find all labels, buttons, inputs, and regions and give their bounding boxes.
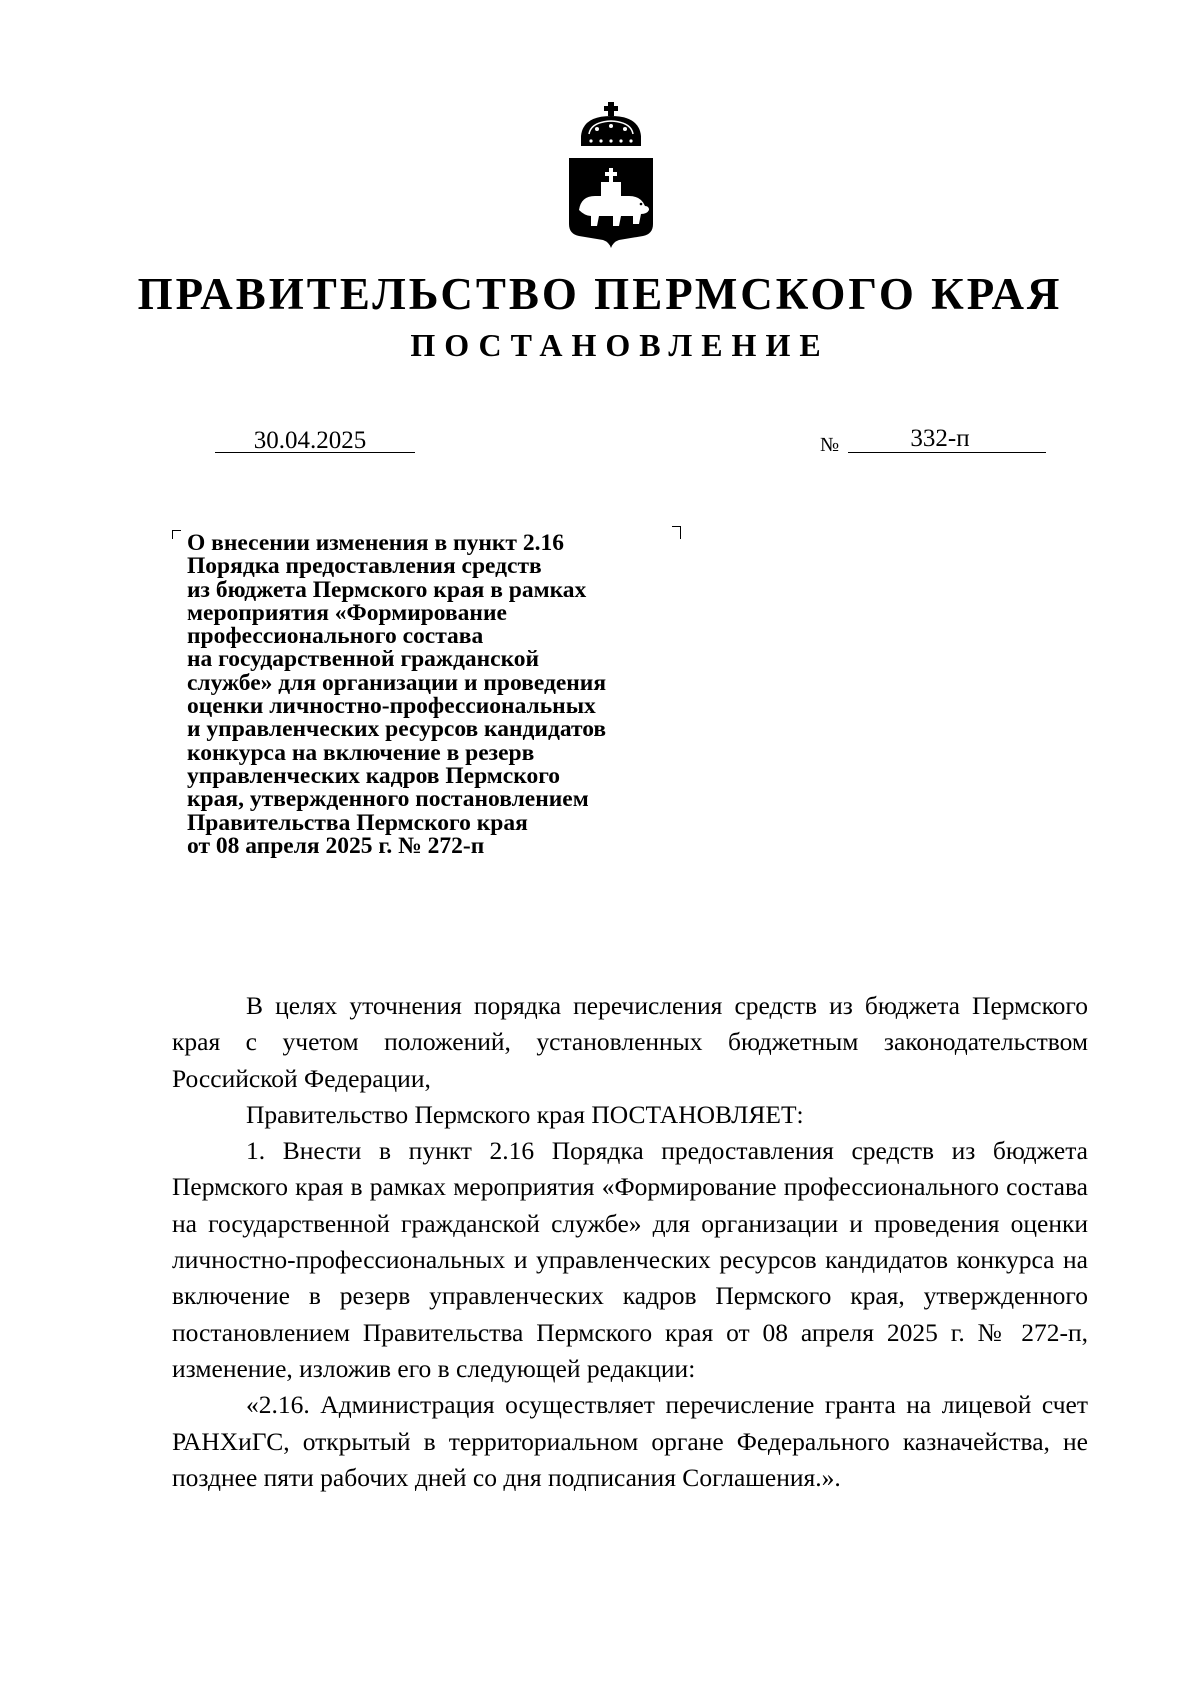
subject-line: О внесении изменения в пункт 2.16	[187, 530, 564, 556]
subject-line: края, утвержденного постановлением	[187, 786, 589, 813]
subject-heading	[187, 532, 707, 858]
subject-line: от 08 апреля 2025 г. № 272-п	[187, 832, 485, 859]
number-underline	[848, 452, 1046, 453]
government-title: ПРАВИТЕЛЬСТВО ПЕРМСКОГО КРАЯ	[137, 269, 1063, 319]
subject-line: управленческих кадров Пермского	[187, 762, 561, 789]
subject-line: и управленческих ресурсов кандидатов	[187, 716, 607, 743]
document-body	[172, 988, 1088, 1496]
body-paragraph-item-1: 1. Внести в пункт 2.16 Порядка предоставления средств из бюджета Пермского края в рамках мероприятия «Формирование профессионального состава на государственной гражданской службе» для организации и проведения оценки личностно-профессиональных и управленческих ресурсов кандидатов конкурса на включение в резерв управленческих кадров Пермского края, утвержденного постановлением Правительства Пермского края от 08 апреля 2025 г. № 272-п, изменение, изложив его в следующей редакции:	[172, 1136, 1088, 1383]
subject-bracket-left	[172, 530, 181, 539]
subject-line: Порядка предоставления средств	[187, 553, 542, 580]
body-paragraph-resolves: Правительство Пермского края ПОСТАНОВЛЯЕТ:	[246, 1099, 804, 1129]
subject-line: Правительства Пермского края	[187, 809, 528, 836]
subject-line: на государственной гражданской	[187, 646, 540, 673]
document-number: 332-п	[910, 425, 970, 452]
date-underline	[215, 452, 415, 453]
document-date: 30.04.2025	[253, 427, 367, 454]
subject-line: конкурса на включение в резерв	[187, 739, 535, 766]
subject-line: мероприятия «Формирование	[187, 599, 507, 626]
number-sign: №	[820, 434, 840, 456]
body-paragraph-preamble: В целях уточнения порядка перечисления средств из бюджета Пермского края с учетом положений, установленных бюджетным законодательством Российской Федерации,	[172, 991, 1088, 1093]
subject-line: из бюджета Пермского края в рамках	[187, 576, 587, 603]
document-type-title: ПОСТАНОВЛЕНИЕ	[410, 327, 830, 363]
subject-line: оценки личностно-профессиональных	[187, 693, 596, 720]
body-paragraph-new-text: «2.16. Администрация осуществляет перечисление гранта на лицевой счет РАНХиГС, открытый в территориальном органе Федерального казначейства, не позднее пяти рабочих дней со дня подписания Соглашения.».	[172, 1390, 1088, 1492]
subject-line: службе» для организации и проведения	[187, 669, 607, 696]
subject-line: профессионального состава	[187, 623, 484, 650]
coat-of-arms-emblem	[563, 102, 659, 252]
